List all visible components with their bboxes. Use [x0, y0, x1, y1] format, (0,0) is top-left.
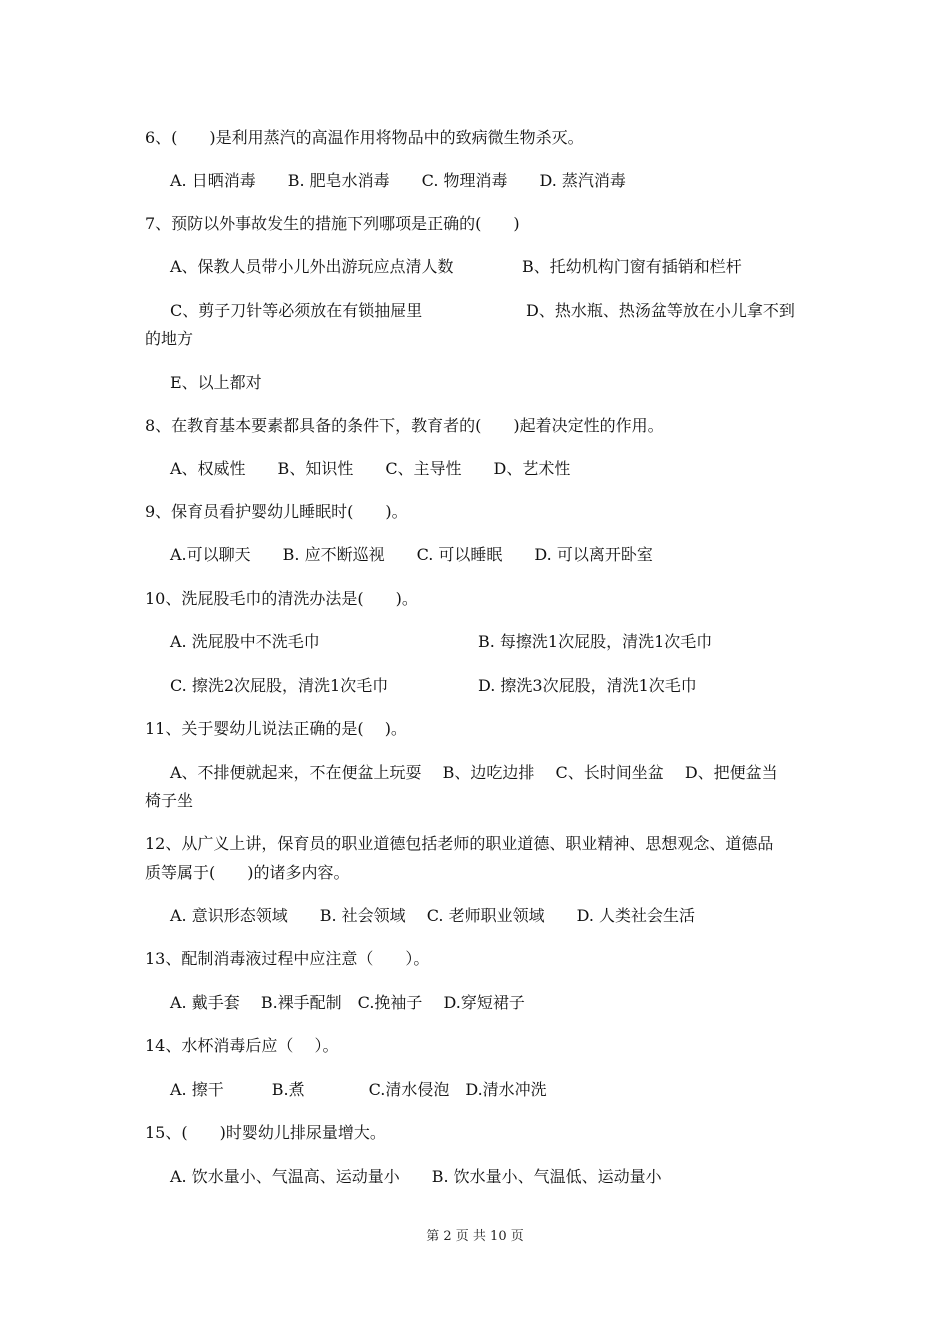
- question-10-option-d: D. 擦洗3次屁股，清洗1次毛巾: [478, 676, 697, 695]
- question-7: 7、预防以外事故发生的措施下列哪项是正确的( ): [145, 214, 520, 233]
- question-12: 12、从广义上讲，保育员的职业道德包括老师的职业道德、职业精神、思想观念、道德品: [145, 834, 774, 853]
- question-7-option-d: D、热水瓶、热汤盆等放在小儿拿不到: [526, 301, 795, 320]
- question-10-option-c: C. 擦洗2次屁股，清洗1次毛巾: [170, 676, 389, 695]
- question-7-option-c: C、剪子刀针等必须放在有锁抽屉里: [170, 301, 423, 320]
- question-12-options: A. 意识形态领域 B. 社会领域 C. 老师职业领域 D. 人类社会生活: [170, 906, 696, 925]
- question-10: 10、洗屁股毛巾的清洗办法是( )。: [145, 589, 418, 608]
- question-9: 9、保育员看护婴幼儿睡眠时( )。: [145, 502, 408, 521]
- question-12-continued: 质等属于( )的诸多内容。: [145, 863, 350, 882]
- question-15-options: A. 饮水量小、气温高、运动量小 B. 饮水量小、气温低、运动量小: [170, 1167, 662, 1186]
- question-6-options: A. 日晒消毒 B. 肥皂水消毒 C. 物理消毒 D. 蒸汽消毒: [170, 171, 626, 190]
- question-11-options-continued: 椅子坐: [145, 791, 194, 810]
- question-11-options: A、不排便就起来，不在便盆上玩耍 B、边吃边排 C、长时间坐盆 D、把便盆当: [170, 763, 778, 782]
- question-7-option-d-continued: 的地方: [145, 329, 194, 348]
- question-6: 6、( )是利用蒸汽的高温作用将物品中的致病微生物杀灭。: [145, 128, 584, 147]
- question-15: 15、( )时婴幼儿排尿量增大。: [145, 1123, 386, 1142]
- question-8-options: A、权威性 B、知识性 C、主导性 D、艺术性: [170, 459, 571, 478]
- question-14-options: A. 擦干 B.煮 C.清水侵泡 D.清水冲洗: [170, 1080, 547, 1099]
- question-10-option-a: A. 洗屁股中不洗毛巾: [170, 632, 320, 651]
- question-11: 11、关于婴幼儿说法正确的是( )。: [145, 719, 407, 738]
- question-9-options: A.可以聊天 B. 应不断巡视 C. 可以睡眠 D. 可以离开卧室: [170, 545, 653, 564]
- question-7-option-b: B、托幼机构门窗有插销和栏杆: [522, 257, 742, 276]
- question-14: 14、水杯消毒后应（ ）。: [145, 1036, 339, 1055]
- question-7-option-e: E、以上都对: [170, 373, 262, 392]
- question-10-option-b: B. 每擦洗1次屁股，清洗1次毛巾: [478, 632, 713, 651]
- question-13: 13、配制消毒液过程中应注意（ ）。: [145, 949, 430, 968]
- question-13-options: A. 戴手套 B.裸手配制 C.挽袖子 D.穿短裙子: [170, 993, 525, 1012]
- question-7-option-a: A、保教人员带小儿外出游玩应点清人数: [170, 257, 454, 276]
- question-8: 8、在教育基本要素都具备的条件下，教育者的( )起着决定性的作用。: [145, 416, 664, 435]
- page-footer: 第 2 页 共 10 页: [426, 1229, 524, 1244]
